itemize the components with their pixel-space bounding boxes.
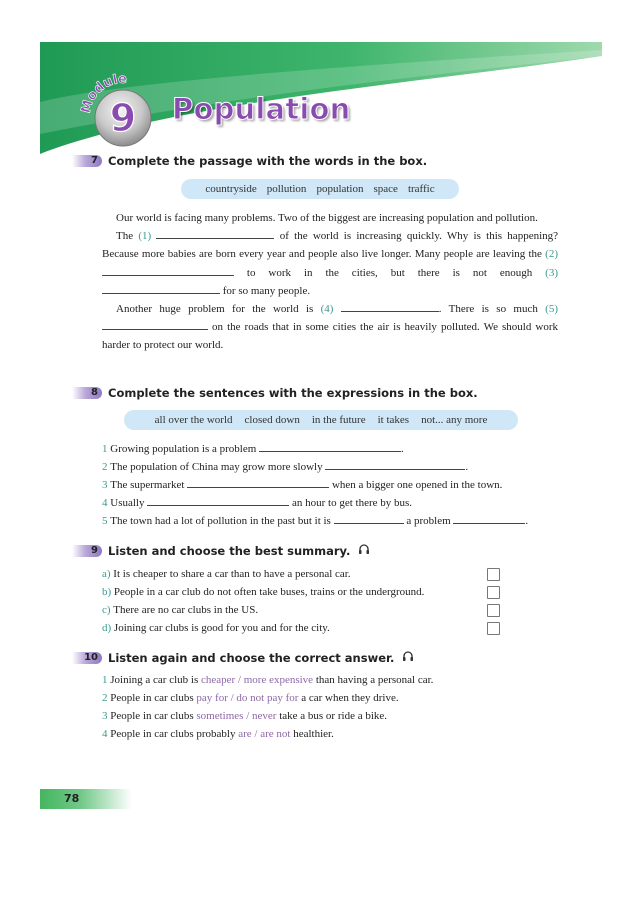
answer-item: 3 People in car clubs sometimes / never take a bus or ride a bike. (102, 710, 388, 722)
word-box-item: population (316, 183, 364, 195)
answer-blank[interactable] (156, 228, 274, 239)
exercise-9-heading (72, 542, 370, 560)
exercise-number: 10 (72, 652, 102, 664)
answer-blank[interactable] (147, 495, 289, 506)
exercise-instruction: Complete the sentences with the expressions in the box. (108, 386, 478, 400)
exercise-10-heading (72, 649, 414, 667)
exercise-instruction: Listen again and choose the correct answer. (108, 651, 395, 665)
summary-checkbox[interactable] (487, 604, 500, 617)
sentence-item: 2 The population of China may grow more slowly . (102, 461, 469, 473)
answer-item: 2 People in car clubs pay for / do not pay for a car when they drive. (102, 692, 399, 704)
summary-checkbox[interactable] (487, 622, 500, 635)
blank-number: (3) (545, 266, 558, 279)
exercise-instruction: Listen and choose the best summary. (108, 544, 351, 558)
blank-number: (4) (320, 303, 334, 316)
module-number: 9 (109, 96, 137, 140)
expression-box-item: not... any more (421, 414, 488, 426)
expression-box-item: it takes (377, 414, 410, 426)
answer-blank[interactable] (102, 283, 220, 294)
answer-blank[interactable] (325, 459, 465, 470)
page-title: Population (172, 92, 351, 126)
summary-option: a) It is cheaper to share a car than to have a personal car. (102, 568, 351, 580)
word-box-item: space (373, 183, 398, 195)
sentence-item: 4 Usually an hour to get there by bus. (102, 497, 413, 509)
answer-blank[interactable] (453, 513, 525, 524)
answer-choice[interactable]: cheaper / more expensive (200, 674, 314, 686)
exercise-number: 9 (72, 545, 102, 557)
expression-box-item: closed down (244, 414, 300, 426)
answer-blank[interactable] (102, 319, 208, 330)
summary-option: c) There are no car clubs in the US. (102, 604, 259, 616)
exercise-number: 8 (72, 387, 102, 399)
passage-paragraph: Our world is facing many problems. Two of the biggest are increasing population and pollution. (116, 212, 538, 224)
exercise-instruction: Complete the passage with the words in the box. (108, 154, 428, 168)
passage-paragraph: Another huge problem for the world is (4) . There is so much (5) on the roads that in some cities the air is heavily polluted. We should work harder to protect our world. (102, 303, 558, 352)
word-box-item: countryside (205, 183, 257, 195)
blank-number: (5) (545, 303, 558, 316)
answer-blank[interactable] (334, 513, 404, 524)
blank-number: (2) (545, 248, 558, 261)
expression-box-item: all over the world (154, 414, 233, 426)
summary-checkbox[interactable] (487, 586, 500, 599)
module-badge (78, 72, 168, 162)
exercise-number: 7 (72, 155, 102, 167)
exercise-8-heading (72, 384, 478, 402)
word-box (181, 179, 459, 199)
blank-number: (1) (138, 230, 152, 243)
expression-box-item: in the future (311, 414, 366, 426)
answer-choice[interactable]: sometimes / never (196, 710, 277, 722)
summary-option: d) Joining car clubs is good for you and for the city. (102, 622, 330, 634)
answer-blank[interactable] (102, 265, 234, 276)
word-box-item: traffic (407, 183, 435, 195)
expression-box (124, 410, 518, 430)
summary-option: b) People in a car club do not often take buses, trains or the underground. (102, 586, 425, 598)
answer-choice[interactable]: pay for / do not pay for (196, 692, 299, 704)
module-label: Module (78, 72, 128, 115)
answer-blank[interactable] (259, 441, 401, 452)
answer-choice[interactable]: are / are not (238, 728, 291, 740)
headphones-icon[interactable] (358, 542, 370, 560)
sentence-item: 1 Growing population is a problem . (102, 443, 404, 455)
answer-item: 4 People in car clubs probably are / are not healthier. (102, 728, 334, 740)
answer-item: 1 Joining a car club is cheaper / more expensive than having a personal car. (102, 674, 434, 686)
exercise-7-heading (72, 152, 427, 170)
summary-checkbox[interactable] (487, 568, 500, 581)
answer-blank[interactable] (187, 477, 329, 488)
passage (102, 209, 558, 355)
passage-paragraph: The (1) of the world is increasing quickly. Why is this happening? Because more babies are born every year and people also live longer. Many people are leaving the (2) to work in the cities, but there is not enough (3) for so many people. (102, 230, 559, 297)
headphones-icon[interactable] (402, 649, 414, 667)
word-box-item: pollution (266, 183, 307, 195)
page-number: 78 (40, 789, 132, 809)
sentence-item: 5 The town had a lot of pollution in the past but it is a problem . (102, 515, 529, 527)
answer-blank[interactable] (341, 301, 439, 312)
sentence-item: 3 The supermarket when a bigger one opened in the town. (102, 479, 503, 491)
